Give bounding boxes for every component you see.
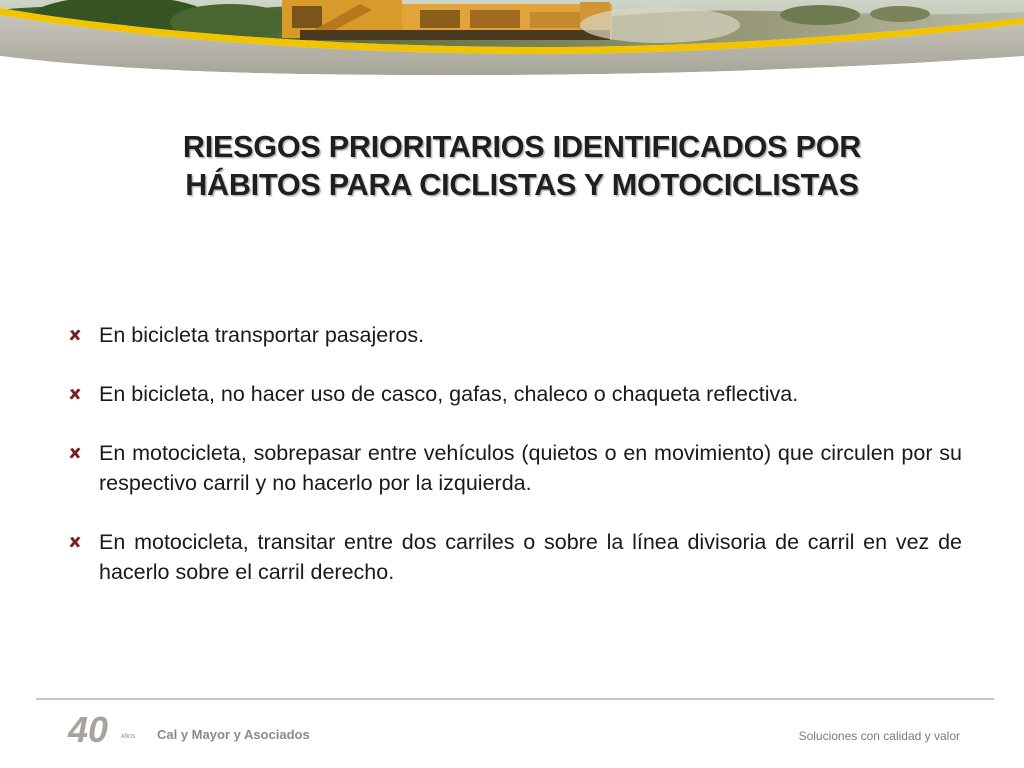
list-item <box>68 320 962 350</box>
list-item-text: En motocicleta, transitar entre dos carriles o sobre la línea divisoria de carril en vez de hacerlo sobre el carril derecho. <box>99 530 962 584</box>
list-item <box>68 379 962 409</box>
banner-photo <box>0 0 1024 100</box>
slide-title-line-2: HÁBITOS PARA CICLISTAS Y MOTOCICLISTAS <box>185 168 859 202</box>
x-mark-icon <box>68 328 82 342</box>
list-item-text: En bicicleta transportar pasajeros. <box>99 323 425 347</box>
logo-word: AÑOS <box>121 734 136 740</box>
list-item <box>68 438 962 498</box>
x-mark-icon <box>68 446 82 460</box>
slide-title-line-1: RIESGOS PRIORITARIOS IDENTIFICADOS POR <box>182 130 862 164</box>
list-item-text: En bicicleta, no hacer uso de casco, gafas, chaleco o chaqueta reflectiva. <box>99 382 799 406</box>
risk-list <box>68 320 962 616</box>
list-item <box>68 527 962 587</box>
footer-divider <box>36 698 994 700</box>
x-mark-icon <box>68 535 82 549</box>
x-mark-icon <box>68 387 82 401</box>
company-name: Cal y Mayor y Asociados <box>157 727 310 742</box>
slide-title <box>60 128 984 204</box>
company-tagline: Soluciones con calidad y valor <box>798 729 960 743</box>
list-item-text: En motocicleta, sobrepasar entre vehículos (quietos o en movimiento) que circulen por su respectivo carril y no hacerlo por la izquierda. <box>99 441 962 495</box>
anniversary-logo <box>66 706 156 750</box>
logo-number: 40 <box>68 709 109 750</box>
header-banner <box>0 0 1024 100</box>
